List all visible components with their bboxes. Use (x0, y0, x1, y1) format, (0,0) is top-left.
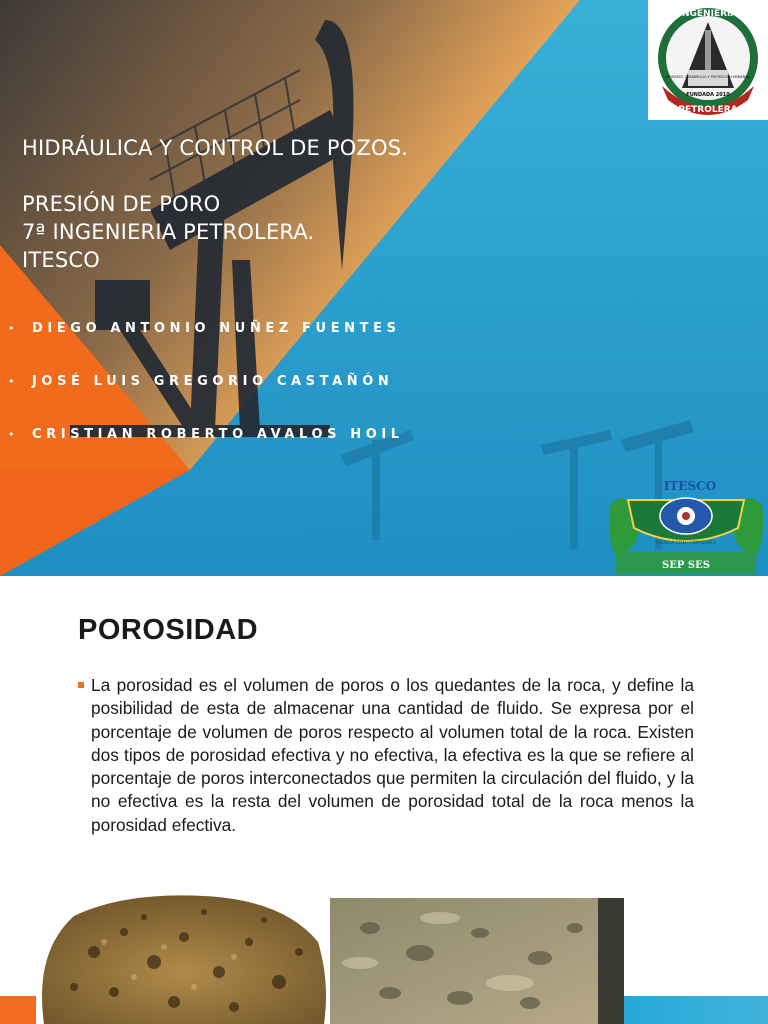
slide-title: POROSIDAD (78, 614, 259, 646)
orange-accent-bar (0, 996, 36, 1024)
itesco-bottom-text: SEP SES (662, 560, 710, 571)
logo-inner-text: PROGRESO, DESARROLLO Y PROTECCIÓN AMBIENTAL (665, 75, 751, 79)
bullet-paragraph (78, 674, 694, 837)
bullet-icon: • (8, 427, 15, 441)
institution-title: ITESCO (22, 248, 101, 272)
itesco-logo (606, 476, 766, 576)
itesco-motto: CIENCIA CON HUMANISMO (656, 541, 716, 546)
blue-accent-bar (624, 996, 768, 1024)
topic-title: PRESIÓN DE PORO (22, 192, 221, 216)
porous-rock-sample-image (34, 892, 330, 1024)
program-title: 7ª INGENIERIA PETROLERA. (22, 220, 315, 244)
title-block (22, 134, 482, 274)
bullet-icon: • (8, 374, 15, 388)
author-name: JOSÉ LUIS GREGORIO CASTAÑÓN (32, 373, 394, 389)
logo-date-text: FUNDADA 2010 (686, 92, 730, 98)
porous-rock-outcrop-image (330, 898, 624, 1024)
porosity-definition: La porosidad es el volumen de poros o los quedantes de la roca, y define la posibilidad de esta de almacenar una cantidad de fluido. Se expresa por el porcentaje de volumen de poros respecto al volumen total de la roca. Existen dos tipos de porosidad efectiva y no efectiva, la efectiva es la que se refiere al porcentaje de poros interconectados que permiten la circulación del fluido, y la no efectiva es la resta del volumen de porosidad total de la roca menos la porosidad efectiva. (91, 675, 694, 835)
author-item (8, 424, 404, 444)
author-item (8, 318, 401, 338)
logo-top-text: INGENIERIA (678, 9, 738, 19)
course-title: HIDRÁULICA Y CONTROL DE POZOS. (22, 136, 409, 160)
bullet-icon: • (8, 321, 15, 335)
porosity-slide (0, 576, 768, 1024)
square-bullet-icon (78, 674, 91, 837)
author-item (8, 371, 393, 391)
itesco-top-text: ITESCO (663, 479, 717, 493)
logo-bottom-text: PETROLERA (678, 105, 738, 115)
author-name: DIEGO ANTONIO NUÑEZ FUENTES (32, 320, 401, 336)
author-name: CRISTIAN ROBERTO AVALOS HOIL (32, 426, 404, 442)
ingenieria-petrolera-logo (648, 0, 768, 120)
